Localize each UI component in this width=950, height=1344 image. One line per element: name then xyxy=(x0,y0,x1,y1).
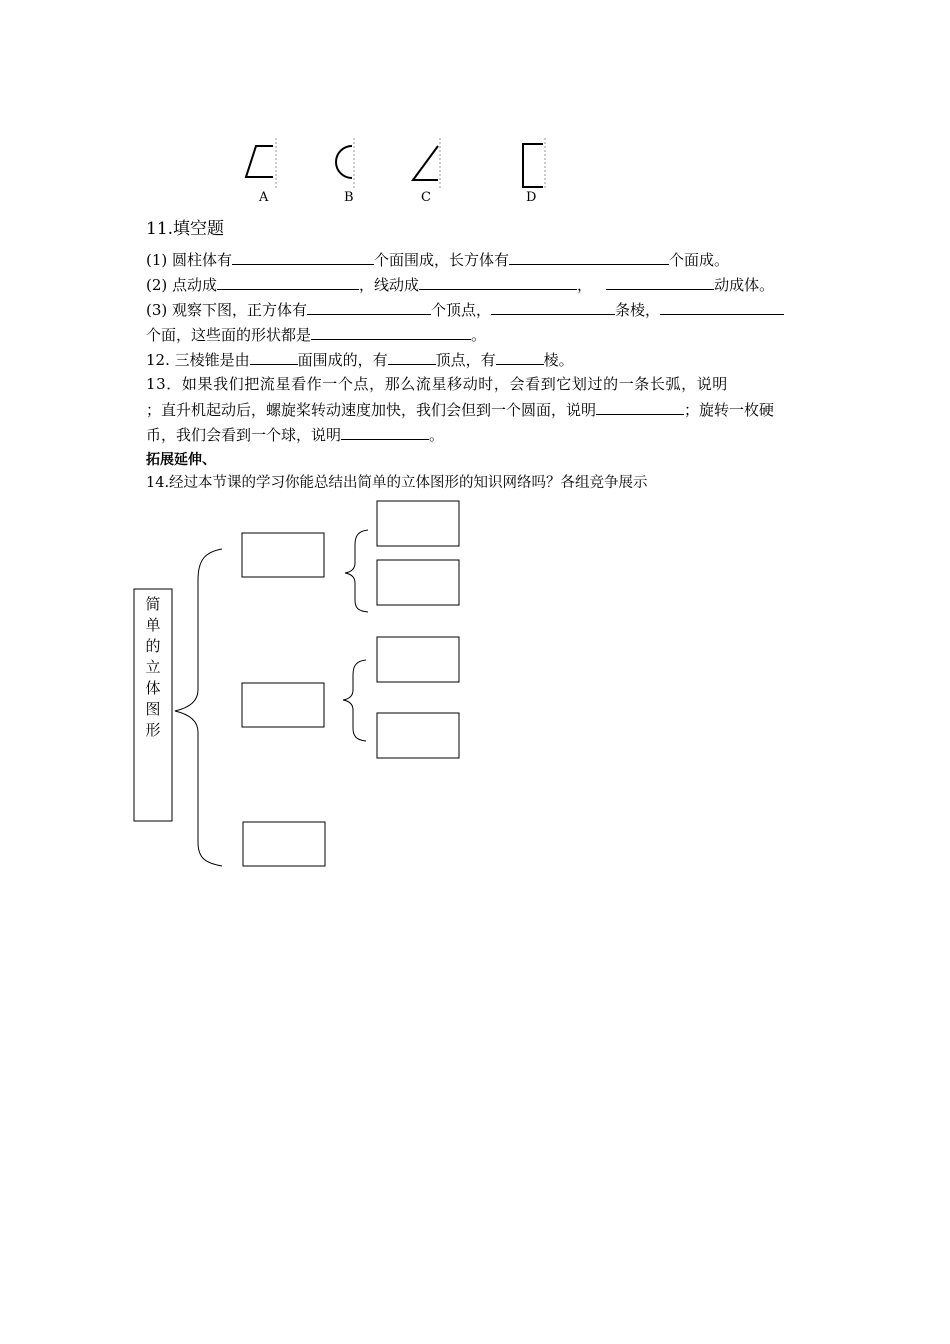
sub-box-3 xyxy=(377,637,459,682)
blank-vertices[interactable] xyxy=(307,298,431,315)
blank-line-moves[interactable] xyxy=(419,273,577,290)
blank-helicopter[interactable] xyxy=(596,398,684,415)
root-char-5: 体 xyxy=(145,679,161,697)
label-c: C xyxy=(421,190,431,205)
label-d: D xyxy=(526,190,537,205)
q12-pre: 12. 三棱锥是由 xyxy=(146,351,250,369)
blank-cuboid-faces[interactable] xyxy=(509,248,669,265)
q11-p1-post: 个面成。 xyxy=(669,251,730,269)
q11-p2-post: 动成体。 xyxy=(714,276,775,294)
q11-p3-pre: (3) 观察下图，正方体有 xyxy=(146,301,308,319)
main-brace xyxy=(175,549,222,866)
q11-part2 xyxy=(146,273,774,296)
label-a: A xyxy=(259,190,269,205)
sub-box-4 xyxy=(377,713,459,758)
label-b: B xyxy=(344,190,354,205)
q13-line1: 13．如果我们把流星看作一个点，那么流星移动时，会看到它划过的一条长弧，说明 xyxy=(146,375,728,393)
q13-line2-pre: ；直升机起动后，螺旋桨转动速度加快，我们会但到一个圆面，说明 xyxy=(146,401,597,419)
q11-p3-line2-post: 。 xyxy=(471,326,487,344)
q11-p1-mid: 个面围成，长方体有 xyxy=(374,251,510,269)
q13-line3-post: 。 xyxy=(429,426,445,444)
q11-part3 xyxy=(146,298,784,321)
q13-line3-pre: 币，我们会看到一个球，说明 xyxy=(146,426,342,444)
q11-p1-pre: (1) 圆柱体有 xyxy=(146,251,233,269)
q11-p2-mid1: ，线动成 xyxy=(359,276,420,294)
blank-pyramid-edges[interactable] xyxy=(496,348,544,365)
root-char-1: 简 xyxy=(145,595,161,613)
category-box-3 xyxy=(243,822,325,866)
q12-mid1: 面围成的，有 xyxy=(297,351,388,369)
blank-pyramid-vertices[interactable] xyxy=(388,348,436,365)
extension-heading: 拓展延伸、 xyxy=(146,452,216,468)
sub-box-2 xyxy=(377,560,459,605)
sub-brace-2 xyxy=(343,660,366,741)
category-box-1 xyxy=(242,533,324,577)
q11-title: 11.填空题 xyxy=(146,219,225,239)
shape-d xyxy=(523,144,543,187)
q11-p3-mid1: 个顶点， xyxy=(431,301,492,319)
sub-box-1 xyxy=(377,501,459,546)
q12 xyxy=(146,348,574,371)
q11-p2-mid2: ， xyxy=(577,276,593,294)
root-char-4: 立 xyxy=(145,658,161,676)
blank-cylinder-faces[interactable] xyxy=(232,248,374,265)
root-char-2: 单 xyxy=(145,616,161,634)
blank-coin[interactable] xyxy=(341,423,429,440)
blank-surface[interactable] xyxy=(606,273,714,290)
q13-line2-post: ；旋转一枚硬 xyxy=(684,401,775,419)
root-char-6: 图 xyxy=(145,700,161,718)
blank-point-moves[interactable] xyxy=(217,273,359,290)
q11-p3-line2-pre: 个面，这些面的形状都是 xyxy=(146,326,312,344)
q12-mid2: 顶点，有 xyxy=(435,351,496,369)
q12-post: 棱。 xyxy=(543,351,574,369)
q11-p2-pre: (2) 点动成 xyxy=(146,276,218,294)
q13-line3 xyxy=(146,423,444,446)
blank-faces[interactable] xyxy=(660,298,784,315)
q13-line2 xyxy=(146,398,774,421)
blank-edges[interactable] xyxy=(491,298,615,315)
category-box-2 xyxy=(242,683,324,727)
blank-pyramid-faces[interactable] xyxy=(250,348,298,365)
blank-face-shape[interactable] xyxy=(311,323,471,340)
q11-part1 xyxy=(146,248,729,271)
sub-brace-1 xyxy=(345,530,368,612)
root-char-3: 的 xyxy=(145,637,161,655)
root-char-7: 形 xyxy=(145,721,161,739)
q11-part3-line2 xyxy=(146,323,486,346)
shape-c xyxy=(413,146,438,180)
q11-p3-mid2: 条棱， xyxy=(615,301,661,319)
shape-a xyxy=(246,146,273,177)
shape-b xyxy=(336,146,352,178)
q14: 14.经过本节课的学习你能总结出简单的立体图形的知识网络吗？各组竞争展示 xyxy=(146,475,648,491)
